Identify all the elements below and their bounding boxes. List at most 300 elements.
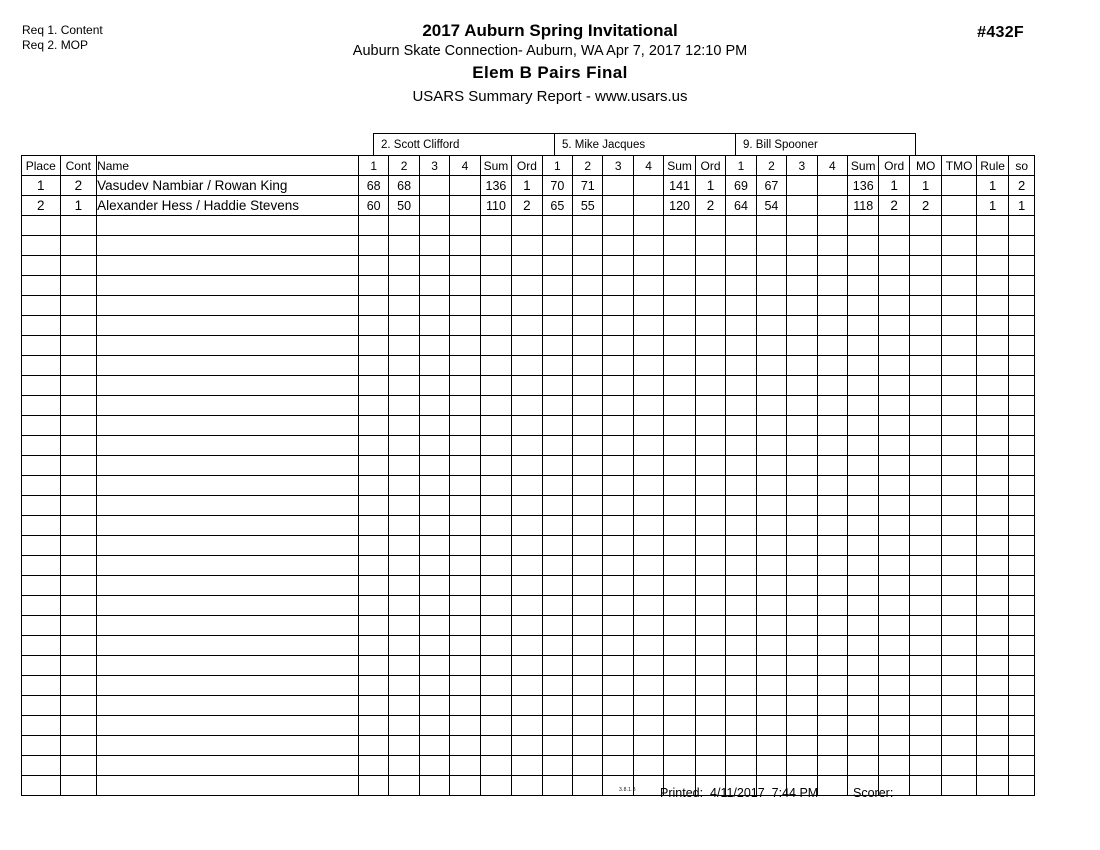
- cell-empty: [603, 456, 633, 476]
- cell-empty: [60, 516, 97, 536]
- cell-empty: [512, 756, 542, 776]
- judge-header-row: [374, 134, 916, 157]
- cell-empty: [450, 516, 480, 536]
- cell-empty: [976, 776, 1008, 796]
- header-j1-mark-3: 3: [603, 156, 633, 176]
- cell-empty: [976, 296, 1008, 316]
- cell-empty: [787, 736, 817, 756]
- cell-empty: [879, 656, 909, 676]
- cell-empty: [603, 316, 633, 336]
- table-row-empty: [22, 676, 1035, 696]
- cell-empty: [358, 716, 388, 736]
- cell-empty: [419, 216, 449, 236]
- cell-empty: [60, 416, 97, 436]
- cell-empty: [879, 496, 909, 516]
- cell-empty: [756, 756, 786, 776]
- cell-j0-sum: 110: [480, 196, 511, 216]
- cell-empty: [22, 236, 61, 256]
- cell-empty: [787, 496, 817, 516]
- cell-empty: [450, 656, 480, 676]
- header-tmo: TMO: [942, 156, 977, 176]
- cell-empty: [695, 656, 725, 676]
- cell-empty: [22, 776, 61, 796]
- cell-empty: [633, 576, 663, 596]
- cell-tmo: [942, 176, 977, 196]
- cell-empty: [787, 596, 817, 616]
- cell-empty: [512, 516, 542, 536]
- cell-empty: [695, 276, 725, 296]
- header-rule: Rule: [976, 156, 1008, 176]
- cell-empty: [695, 256, 725, 276]
- cell-empty: [817, 676, 847, 696]
- cell-empty: [1009, 236, 1035, 256]
- cell-empty: [358, 496, 388, 516]
- cell-empty: [756, 256, 786, 276]
- cell-empty: [817, 336, 847, 356]
- cell-empty: [480, 436, 511, 456]
- table-row-empty: [22, 336, 1035, 356]
- cell-empty: [633, 316, 663, 336]
- requirement-line-2: Req 2. MOP: [22, 38, 89, 52]
- cell-empty: [879, 576, 909, 596]
- cell-empty: [1009, 336, 1035, 356]
- cell-empty: [726, 696, 756, 716]
- cell-empty: [389, 236, 419, 256]
- cell-empty: [419, 376, 449, 396]
- cell-empty: [60, 476, 97, 496]
- cell-empty: [97, 276, 359, 296]
- cell-empty: [60, 236, 97, 256]
- cell-empty: [664, 696, 695, 716]
- cell-empty: [664, 296, 695, 316]
- cell-empty: [726, 756, 756, 776]
- cell-empty: [450, 296, 480, 316]
- cell-empty: [573, 396, 603, 416]
- cell-empty: [942, 396, 977, 416]
- cell-empty: [787, 676, 817, 696]
- cell-empty: [633, 556, 663, 576]
- cell-j2-sum: 118: [848, 196, 879, 216]
- cell-empty: [633, 336, 663, 356]
- cell-empty: [976, 396, 1008, 416]
- cell-empty: [419, 356, 449, 376]
- cell-j0-ord: 2: [512, 196, 542, 216]
- cell-empty: [664, 416, 695, 436]
- table-row-empty: [22, 596, 1035, 616]
- cell-empty: [450, 276, 480, 296]
- cell-empty: [97, 316, 359, 336]
- cell-empty: [976, 696, 1008, 716]
- cell-empty: [603, 236, 633, 256]
- cell-rule: 1: [976, 196, 1008, 216]
- cell-empty: [909, 616, 941, 636]
- cell-empty: [603, 436, 633, 456]
- cell-empty: [848, 616, 879, 636]
- cell-empty: [603, 556, 633, 576]
- cell-empty: [573, 216, 603, 236]
- cell-empty: [512, 256, 542, 276]
- cell-empty: [1009, 656, 1035, 676]
- cell-so: 1: [1009, 196, 1035, 216]
- cell-empty: [909, 496, 941, 516]
- cell-empty: [542, 736, 572, 756]
- cell-empty: [695, 436, 725, 456]
- cell-empty: [60, 556, 97, 576]
- cell-empty: [942, 616, 977, 636]
- cell-empty: [419, 656, 449, 676]
- cell-empty: [909, 216, 941, 236]
- cell-empty: [879, 536, 909, 556]
- cell-j1-sum: 120: [664, 196, 695, 216]
- cell-empty: [1009, 616, 1035, 636]
- cell-empty: [480, 556, 511, 576]
- cell-empty: [512, 616, 542, 636]
- cell-empty: [756, 396, 786, 416]
- cell-empty: [633, 636, 663, 656]
- cell-empty: [1009, 596, 1035, 616]
- cell-empty: [976, 536, 1008, 556]
- header-j1-mark-2: 2: [573, 156, 603, 176]
- cell-empty: [419, 456, 449, 476]
- cell-empty: [848, 416, 879, 436]
- cell-empty: [695, 756, 725, 776]
- cell-empty: [787, 616, 817, 636]
- cell-empty: [60, 696, 97, 716]
- cell-empty: [480, 636, 511, 656]
- cell-empty: [389, 556, 419, 576]
- cell-j2-mark-3: [787, 176, 817, 196]
- cell-empty: [879, 256, 909, 276]
- cell-empty: [358, 556, 388, 576]
- cell-empty: [664, 256, 695, 276]
- cell-empty: [97, 356, 359, 376]
- cell-empty: [1009, 756, 1035, 776]
- cell-empty: [976, 736, 1008, 756]
- cell-empty: [573, 616, 603, 636]
- table-row-empty: [22, 616, 1035, 636]
- cell-empty: [603, 296, 633, 316]
- cell-empty: [358, 516, 388, 536]
- cell-empty: [358, 356, 388, 376]
- scorer-label: Scorer:: [853, 786, 894, 800]
- cell-empty: [358, 416, 388, 436]
- cell-empty: [848, 736, 879, 756]
- cell-empty: [848, 516, 879, 536]
- cell-empty: [756, 216, 786, 236]
- cell-empty: [22, 596, 61, 616]
- cell-empty: [450, 236, 480, 256]
- cell-j2-mark-1: 69: [726, 176, 756, 196]
- cell-empty: [450, 716, 480, 736]
- cell-empty: [976, 556, 1008, 576]
- cell-empty: [909, 516, 941, 536]
- cell-empty: [664, 376, 695, 396]
- table-row-empty: [22, 256, 1035, 276]
- cell-empty: [976, 516, 1008, 536]
- cell-empty: [942, 256, 977, 276]
- cell-empty: [976, 576, 1008, 596]
- header-j1-mark-4: 4: [633, 156, 663, 176]
- cell-empty: [22, 676, 61, 696]
- cell-empty: [976, 716, 1008, 736]
- cell-j1-mark-1: 65: [542, 196, 572, 216]
- cell-empty: [60, 616, 97, 636]
- cell-empty: [389, 616, 419, 636]
- cell-empty: [512, 416, 542, 436]
- cell-empty: [450, 576, 480, 596]
- cell-empty: [942, 756, 977, 776]
- cell-empty: [909, 596, 941, 616]
- cell-empty: [695, 476, 725, 496]
- cell-empty: [419, 336, 449, 356]
- cell-empty: [664, 276, 695, 296]
- cell-empty: [22, 356, 61, 376]
- cell-empty: [603, 216, 633, 236]
- cell-empty: [60, 396, 97, 416]
- cell-empty: [542, 216, 572, 236]
- cell-empty: [450, 736, 480, 756]
- cell-empty: [419, 296, 449, 316]
- cell-empty: [756, 556, 786, 576]
- cell-empty: [879, 356, 909, 376]
- cell-empty: [942, 676, 977, 696]
- cell-empty: [419, 316, 449, 336]
- cell-empty: [695, 716, 725, 736]
- cell-empty: [817, 396, 847, 416]
- cell-empty: [603, 696, 633, 716]
- header-j2-mark-1: 1: [726, 156, 756, 176]
- cell-empty: [97, 496, 359, 516]
- cell-empty: [726, 636, 756, 656]
- cell-empty: [695, 456, 725, 476]
- cell-empty: [909, 676, 941, 696]
- cell-j0-mark-1: 68: [358, 176, 388, 196]
- cell-empty: [389, 736, 419, 756]
- cell-j1-mark-4: [633, 196, 663, 216]
- cell-mo: 2: [909, 196, 941, 216]
- cell-empty: [695, 676, 725, 696]
- cell-empty: [664, 536, 695, 556]
- table-row-empty: [22, 716, 1035, 736]
- cell-empty: [817, 416, 847, 436]
- cell-empty: [603, 376, 633, 396]
- cell-empty: [22, 416, 61, 436]
- cell-empty: [358, 536, 388, 556]
- cell-empty: [419, 696, 449, 716]
- cell-empty: [633, 496, 663, 516]
- cell-empty: [942, 236, 977, 256]
- cell-empty: [633, 616, 663, 636]
- printed-timestamp: Printed: 4/11/2017 7:44 PM: [660, 786, 819, 800]
- cell-empty: [573, 496, 603, 516]
- cell-empty: [22, 576, 61, 596]
- cell-empty: [726, 496, 756, 516]
- header-j0-mark-1: 1: [358, 156, 388, 176]
- cell-empty: [909, 296, 941, 316]
- cell-empty: [787, 456, 817, 476]
- cell-empty: [664, 496, 695, 516]
- cell-empty: [480, 756, 511, 776]
- cell-empty: [450, 756, 480, 776]
- cell-empty: [976, 636, 1008, 656]
- header-j2-sum: Sum: [848, 156, 879, 176]
- cell-empty: [480, 416, 511, 436]
- cell-j0-mark-3: [419, 176, 449, 196]
- cell-empty: [879, 616, 909, 636]
- cell-empty: [542, 756, 572, 776]
- cell-empty: [909, 396, 941, 416]
- cell-empty: [480, 596, 511, 616]
- cell-empty: [817, 256, 847, 276]
- cell-empty: [97, 636, 359, 656]
- cell-empty: [358, 676, 388, 696]
- cell-empty: [787, 316, 817, 336]
- cell-empty: [879, 516, 909, 536]
- cell-empty: [879, 696, 909, 716]
- cell-empty: [633, 656, 663, 676]
- cell-empty: [603, 576, 633, 596]
- cell-empty: [909, 756, 941, 776]
- cell-empty: [22, 616, 61, 636]
- cell-empty: [97, 456, 359, 476]
- cell-empty: [22, 396, 61, 416]
- cell-empty: [976, 416, 1008, 436]
- cell-empty: [817, 716, 847, 736]
- cell-empty: [909, 256, 941, 276]
- table-row-empty: [22, 656, 1035, 676]
- table-row-empty: [22, 236, 1035, 256]
- cell-empty: [726, 656, 756, 676]
- cell-empty: [1009, 356, 1035, 376]
- cell-empty: [480, 336, 511, 356]
- cell-empty: [358, 696, 388, 716]
- cell-empty: [512, 336, 542, 356]
- cell-empty: [909, 736, 941, 756]
- cell-empty: [756, 356, 786, 376]
- cell-empty: [817, 316, 847, 336]
- cell-empty: [633, 716, 663, 736]
- cell-empty: [358, 456, 388, 476]
- cell-empty: [358, 236, 388, 256]
- cell-empty: [664, 396, 695, 416]
- cell-empty: [848, 436, 879, 456]
- cell-empty: [909, 356, 941, 376]
- cell-empty: [573, 756, 603, 776]
- cell-empty: [97, 596, 359, 616]
- cell-empty: [942, 436, 977, 456]
- cell-j2-mark-2: 67: [756, 176, 786, 196]
- cell-empty: [787, 656, 817, 676]
- cell-empty: [879, 396, 909, 416]
- cell-empty: [97, 616, 359, 636]
- cell-empty: [573, 356, 603, 376]
- judge-name-2: 9. Bill Spooner: [736, 134, 916, 157]
- cell-empty: [942, 556, 977, 576]
- cell-empty: [848, 256, 879, 276]
- cell-empty: [389, 536, 419, 556]
- cell-empty: [573, 436, 603, 456]
- cell-empty: [664, 356, 695, 376]
- cell-empty: [976, 756, 1008, 776]
- cell-empty: [22, 456, 61, 476]
- cell-empty: [817, 496, 847, 516]
- cell-empty: [389, 456, 419, 476]
- cell-empty: [358, 636, 388, 656]
- cell-empty: [60, 436, 97, 456]
- cell-empty: [848, 676, 879, 696]
- cell-empty: [976, 256, 1008, 276]
- cell-empty: [542, 576, 572, 596]
- cell-empty: [726, 376, 756, 396]
- cell-empty: [848, 636, 879, 656]
- cell-empty: [389, 336, 419, 356]
- cell-empty: [22, 556, 61, 576]
- cell-empty: [664, 576, 695, 596]
- cell-empty: [909, 716, 941, 736]
- cell-empty: [419, 396, 449, 416]
- cell-empty: [450, 396, 480, 416]
- cell-empty: [512, 596, 542, 616]
- cell-empty: [573, 696, 603, 716]
- cell-empty: [976, 496, 1008, 516]
- cell-empty: [942, 696, 977, 716]
- cell-empty: [942, 356, 977, 376]
- cell-empty: [695, 356, 725, 376]
- cell-so: 2: [1009, 176, 1035, 196]
- cell-empty: [787, 716, 817, 736]
- cell-empty: [512, 776, 542, 796]
- cell-empty: [817, 596, 847, 616]
- cell-j0-mark-4: [450, 196, 480, 216]
- cell-empty: [389, 256, 419, 276]
- cell-empty: [512, 436, 542, 456]
- cell-empty: [879, 476, 909, 496]
- cell-empty: [542, 356, 572, 376]
- cell-empty: [787, 336, 817, 356]
- cell-empty: [942, 316, 977, 336]
- cell-empty: [817, 376, 847, 396]
- cell-empty: [573, 476, 603, 496]
- cell-skater-name: Alexander Hess / Haddie Stevens: [97, 196, 359, 216]
- cell-place: 2: [22, 196, 61, 216]
- header-mo: MO: [909, 156, 941, 176]
- cell-empty: [817, 576, 847, 596]
- cell-empty: [60, 756, 97, 776]
- table-row-empty: [22, 316, 1035, 336]
- cell-empty: [480, 256, 511, 276]
- cell-empty: [1009, 436, 1035, 456]
- cell-empty: [542, 536, 572, 556]
- cell-empty: [1009, 216, 1035, 236]
- score-sheet: [21, 133, 1035, 783]
- cell-empty: [389, 656, 419, 676]
- cell-empty: [542, 236, 572, 256]
- cell-empty: [942, 276, 977, 296]
- cell-empty: [60, 576, 97, 596]
- cell-empty: [480, 776, 511, 796]
- cell-empty: [848, 216, 879, 236]
- cell-empty: [450, 436, 480, 456]
- cell-empty: [389, 496, 419, 516]
- cell-empty: [848, 596, 879, 616]
- cell-empty: [389, 296, 419, 316]
- cell-empty: [942, 376, 977, 396]
- cell-empty: [879, 416, 909, 436]
- table-row-empty: [22, 576, 1035, 596]
- cell-empty: [60, 256, 97, 276]
- cell-empty: [419, 576, 449, 596]
- cell-empty: [633, 676, 663, 696]
